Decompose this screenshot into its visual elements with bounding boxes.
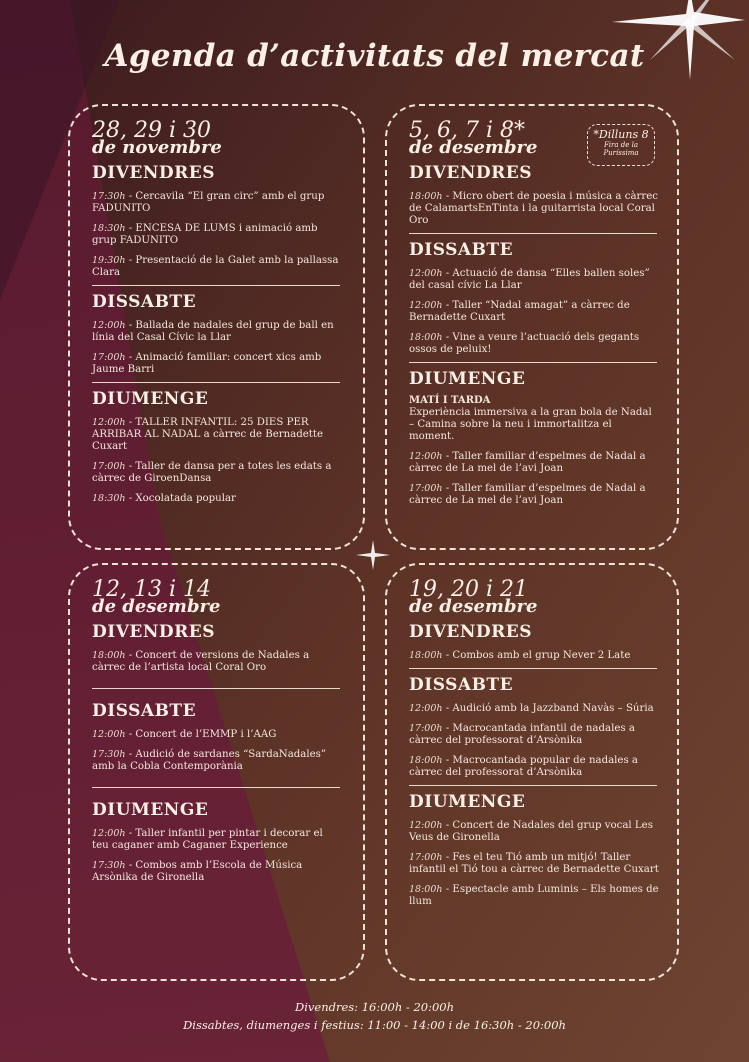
- event-text: Concert de Nadales del grup vocal Les Veus de Gironella: [409, 820, 653, 843]
- event-item: 17:00h - Animació familiar: concert xics amb Jaume Barri: [92, 352, 322, 375]
- week-card-2: [385, 104, 679, 550]
- event-item: 12:00h - Audició amb la Jazzband Navàs – Súria: [409, 703, 654, 714]
- day-heading: DISSABTE: [92, 292, 197, 312]
- event-text: Micro obert de poesia i música a càrrec de CalamartsEnTinta i la guitarrista local Coral Oro: [409, 191, 659, 226]
- event-time: 18:00h: [409, 191, 443, 202]
- day-heading: DIUMENGE: [409, 369, 526, 389]
- card-month: de desembre: [92, 596, 221, 617]
- event-text: Animació familiar: concert xics amb Jaume Barri: [92, 352, 322, 375]
- event-item: 12:00h - Actuació de dansa “Elles ballen soles” del casal cívic La Llar: [409, 268, 650, 291]
- divider: [409, 233, 657, 234]
- week-card-3: [68, 563, 365, 981]
- divider: [409, 362, 657, 363]
- event-time: 18:00h: [409, 650, 443, 661]
- event-time: 12:00h: [409, 451, 443, 462]
- event-item: 12:00h - Taller familiar d’espelmes de Nadal a càrrec de La mel de l’avi Joan: [409, 451, 646, 474]
- event-item: 18:00h - Vine a veure l’actuació dels gegants ossos de peluix!: [409, 332, 640, 355]
- event-text: Cercavila “El gran circ” amb el grup FADUNITO: [92, 191, 325, 214]
- event-text: ENCESA DE LUMS i animació amb grup FADUNITO: [92, 223, 318, 246]
- event-text: TALLER INFANTIL: 25 DIES PER ARRIBAR AL NADAL a càrrec de Bernadette Cuxart: [92, 417, 324, 452]
- event-item: 18:00h - Micro obert de poesia i música a càrrec de CalamartsEnTinta i la guitarrista local Coral Oro: [409, 191, 659, 226]
- card-date: 12, 13 i 14: [92, 577, 211, 602]
- event-item: 12:00h - Concert de Nadales del grup vocal Les Veus de Gironella: [409, 820, 653, 843]
- event-time: 18:00h: [409, 755, 443, 766]
- event-item: 18:00h - Concert de versions de Nadales a càrrec de l’artista local Coral Oro: [92, 650, 310, 673]
- event-item: 17:00h - Taller de dansa per a totes les edats a càrrec de GiroenDansa: [92, 461, 332, 484]
- event-item: 17:00h - Macrocantada infantil de nadales a càrrec del professorat d’Arsònika: [409, 723, 635, 746]
- event-text: Actuació de dansa “Elles ballen soles” del casal cívic La Llar: [409, 268, 650, 291]
- divider: [409, 785, 657, 786]
- event-time: 18:00h: [92, 650, 126, 661]
- event-text: Concert de versions de Nadales a càrrec de l’artista local Coral Oro: [92, 650, 310, 673]
- day-heading: DISSABTE: [92, 701, 197, 721]
- badge-subtitle: Fira de la Puríssima: [603, 141, 639, 157]
- event-time: 12:00h: [92, 828, 126, 839]
- card-date: 28, 29 i 30: [92, 118, 211, 143]
- event-time: 17:00h: [409, 483, 443, 494]
- event-item: 17:00h - Taller familiar d’espelmes de Nadal a càrrec de La mel de l’avi Joan: [409, 483, 646, 506]
- card-date: 5, 6, 7 i 8*: [409, 118, 525, 143]
- event-text: Ballada de nadales del grup de ball en línia del Casal Cívic la Llar: [92, 320, 334, 343]
- event-item: 12:00h - Taller “Nadal amagat” a càrrec de Bernadette Cuxart: [409, 300, 630, 323]
- hours-weekend: Dissabtes, diumenges i festius: 11:00 - 14:00 i de 16:30h - 20:00h: [183, 1018, 566, 1032]
- event-text: Combos amb el grup Never 2 Late: [452, 650, 631, 661]
- card-date: 19, 20 i 21: [409, 577, 528, 602]
- badge-title: *Dilluns 8: [593, 128, 649, 141]
- day-heading: DIVENDRES: [409, 163, 532, 183]
- event-text: Taller familiar d’espelmes de Nadal a càrrec de La mel de l’avi Joan: [409, 483, 646, 506]
- event-time: 12:00h: [92, 729, 126, 740]
- week-card-4: [385, 563, 679, 981]
- divider: [92, 285, 340, 286]
- event-text: Xocolatada popular: [135, 493, 236, 504]
- event-time: 12:00h: [409, 703, 443, 714]
- event-item: 12:00h - Concert de l’EMMP i l’AAG: [92, 729, 277, 740]
- all-day-label: MATÍ I TARDA: [409, 395, 491, 406]
- event-time: 17:30h: [92, 749, 126, 760]
- holiday-badge: [587, 124, 655, 166]
- event-item: 12:00h - TALLER INFANTIL: 25 DIES PER ARRIBAR AL NADAL a càrrec de Bernadette Cuxart: [92, 417, 324, 452]
- card-month: de desembre: [409, 596, 538, 617]
- event-time: 17:30h: [92, 860, 126, 871]
- event-text: Presentació de la Galet amb la pallassa Clara: [92, 255, 339, 278]
- event-item: 18:00h - Espectacle amb Luminis – Els homes de llum: [409, 884, 659, 907]
- event-time: 19:30h: [92, 255, 126, 266]
- event-time: 17:00h: [409, 852, 443, 863]
- day-heading: DISSABTE: [409, 240, 514, 260]
- event-text: Macrocantada infantil de nadales a càrrec del professorat d’Arsònika: [409, 723, 635, 746]
- day-heading: DIVENDRES: [92, 622, 215, 642]
- divider: [92, 382, 340, 383]
- day-heading: DIUMENGE: [92, 800, 209, 820]
- event-item: 18:30h - Xocolatada popular: [92, 493, 236, 504]
- event-item: 17:30h - Audició de sardanes “SardaNadales” amb la Cobla Contemporània: [92, 749, 327, 772]
- event-time: 17:00h: [92, 461, 126, 472]
- event-text: Taller infantil per pintar i decorar el teu caganer amb Caganer Experience: [92, 828, 323, 851]
- card-month: de desembre: [409, 137, 538, 158]
- divider: [92, 787, 340, 788]
- day-heading: DIUMENGE: [92, 389, 209, 409]
- event-time: 12:00h: [409, 300, 443, 311]
- event-time: 18:30h: [92, 223, 126, 234]
- event-item: 17:30h - Combos amb l’Escola de Música Arsònika de Gironella: [92, 860, 303, 883]
- event-text: Taller familiar d’espelmes de Nadal a càrrec de La mel de l’avi Joan: [409, 451, 646, 474]
- divider: [92, 688, 340, 689]
- event-time: 12:00h: [409, 268, 443, 279]
- card-month: de novembre: [92, 137, 222, 158]
- event-item: 18:30h - ENCESA DE LUMS i animació amb grup FADUNITO: [92, 223, 318, 246]
- divider: [409, 668, 657, 669]
- event-item: 17:30h - Cercavila “El gran circ” amb el grup FADUNITO: [92, 191, 325, 214]
- event-text: Audició de sardanes “SardaNadales” amb la Cobla Contemporània: [92, 749, 327, 772]
- day-heading: DIUMENGE: [409, 792, 526, 812]
- event-text: Espectacle amb Luminis – Els homes de llum: [409, 884, 659, 907]
- event-item: 12:00h - Taller infantil per pintar i decorar el teu caganer amb Caganer Experience: [92, 828, 323, 851]
- event-text: Vine a veure l’actuació dels gegants ossos de peluix!: [409, 332, 640, 355]
- week-card-1: [68, 104, 365, 550]
- event-text: Combos amb l’Escola de Música Arsònika de Gironella: [92, 860, 303, 883]
- day-heading: DIVENDRES: [92, 163, 215, 183]
- event-time: 17:00h: [409, 723, 443, 734]
- event-text: Taller de dansa per a totes les edats a càrrec de GiroenDansa: [92, 461, 332, 484]
- event-item: 12:00h - Ballada de nadales del grup de ball en línia del Casal Cívic la Llar: [92, 320, 334, 343]
- event-time: 12:00h: [409, 820, 443, 831]
- event-time: 18:30h: [92, 493, 126, 504]
- event-item: 19:30h - Presentació de la Galet amb la pallassa Clara: [92, 255, 339, 278]
- event-text: Macrocantada popular de nadales a càrrec del professorat d’Arsònika: [409, 755, 639, 778]
- all-day-event: Experiència immersiva a la gran bola de Nadal – Camina sobre la neu i immortalitza el moment.: [409, 407, 652, 442]
- event-text: Concert de l’EMMP i l’AAG: [135, 729, 277, 740]
- day-heading: DISSABTE: [409, 675, 514, 695]
- event-time: 18:00h: [409, 332, 443, 343]
- event-item: 18:00h - Combos amb el grup Never 2 Late: [409, 650, 631, 661]
- event-text: Audició amb la Jazzband Navàs – Súria: [452, 703, 654, 714]
- event-item: 17:00h - Fes el teu Tió amb un mitjó! Taller infantil el Tió tou a càrrec de Bernadette Cuxart: [409, 852, 659, 875]
- event-item: 18:00h - Macrocantada popular de nadales a càrrec del professorat d’Arsònika: [409, 755, 639, 778]
- event-text: Taller “Nadal amagat” a càrrec de Bernadette Cuxart: [409, 300, 630, 323]
- event-time: 17:00h: [92, 352, 126, 363]
- event-time: 12:00h: [92, 417, 126, 428]
- event-time: 17:30h: [92, 191, 126, 202]
- day-heading: DIVENDRES: [409, 622, 532, 642]
- event-time: 12:00h: [92, 320, 126, 331]
- hours-weekday: Divendres: 16:00h - 20:00h: [295, 1000, 454, 1014]
- event-time: 18:00h: [409, 884, 443, 895]
- page-title: Agenda d’activitats del mercat: [104, 38, 645, 74]
- event-text: Fes el teu Tió amb un mitjó! Taller infantil el Tió tou a càrrec de Bernadette Cuxart: [409, 852, 659, 875]
